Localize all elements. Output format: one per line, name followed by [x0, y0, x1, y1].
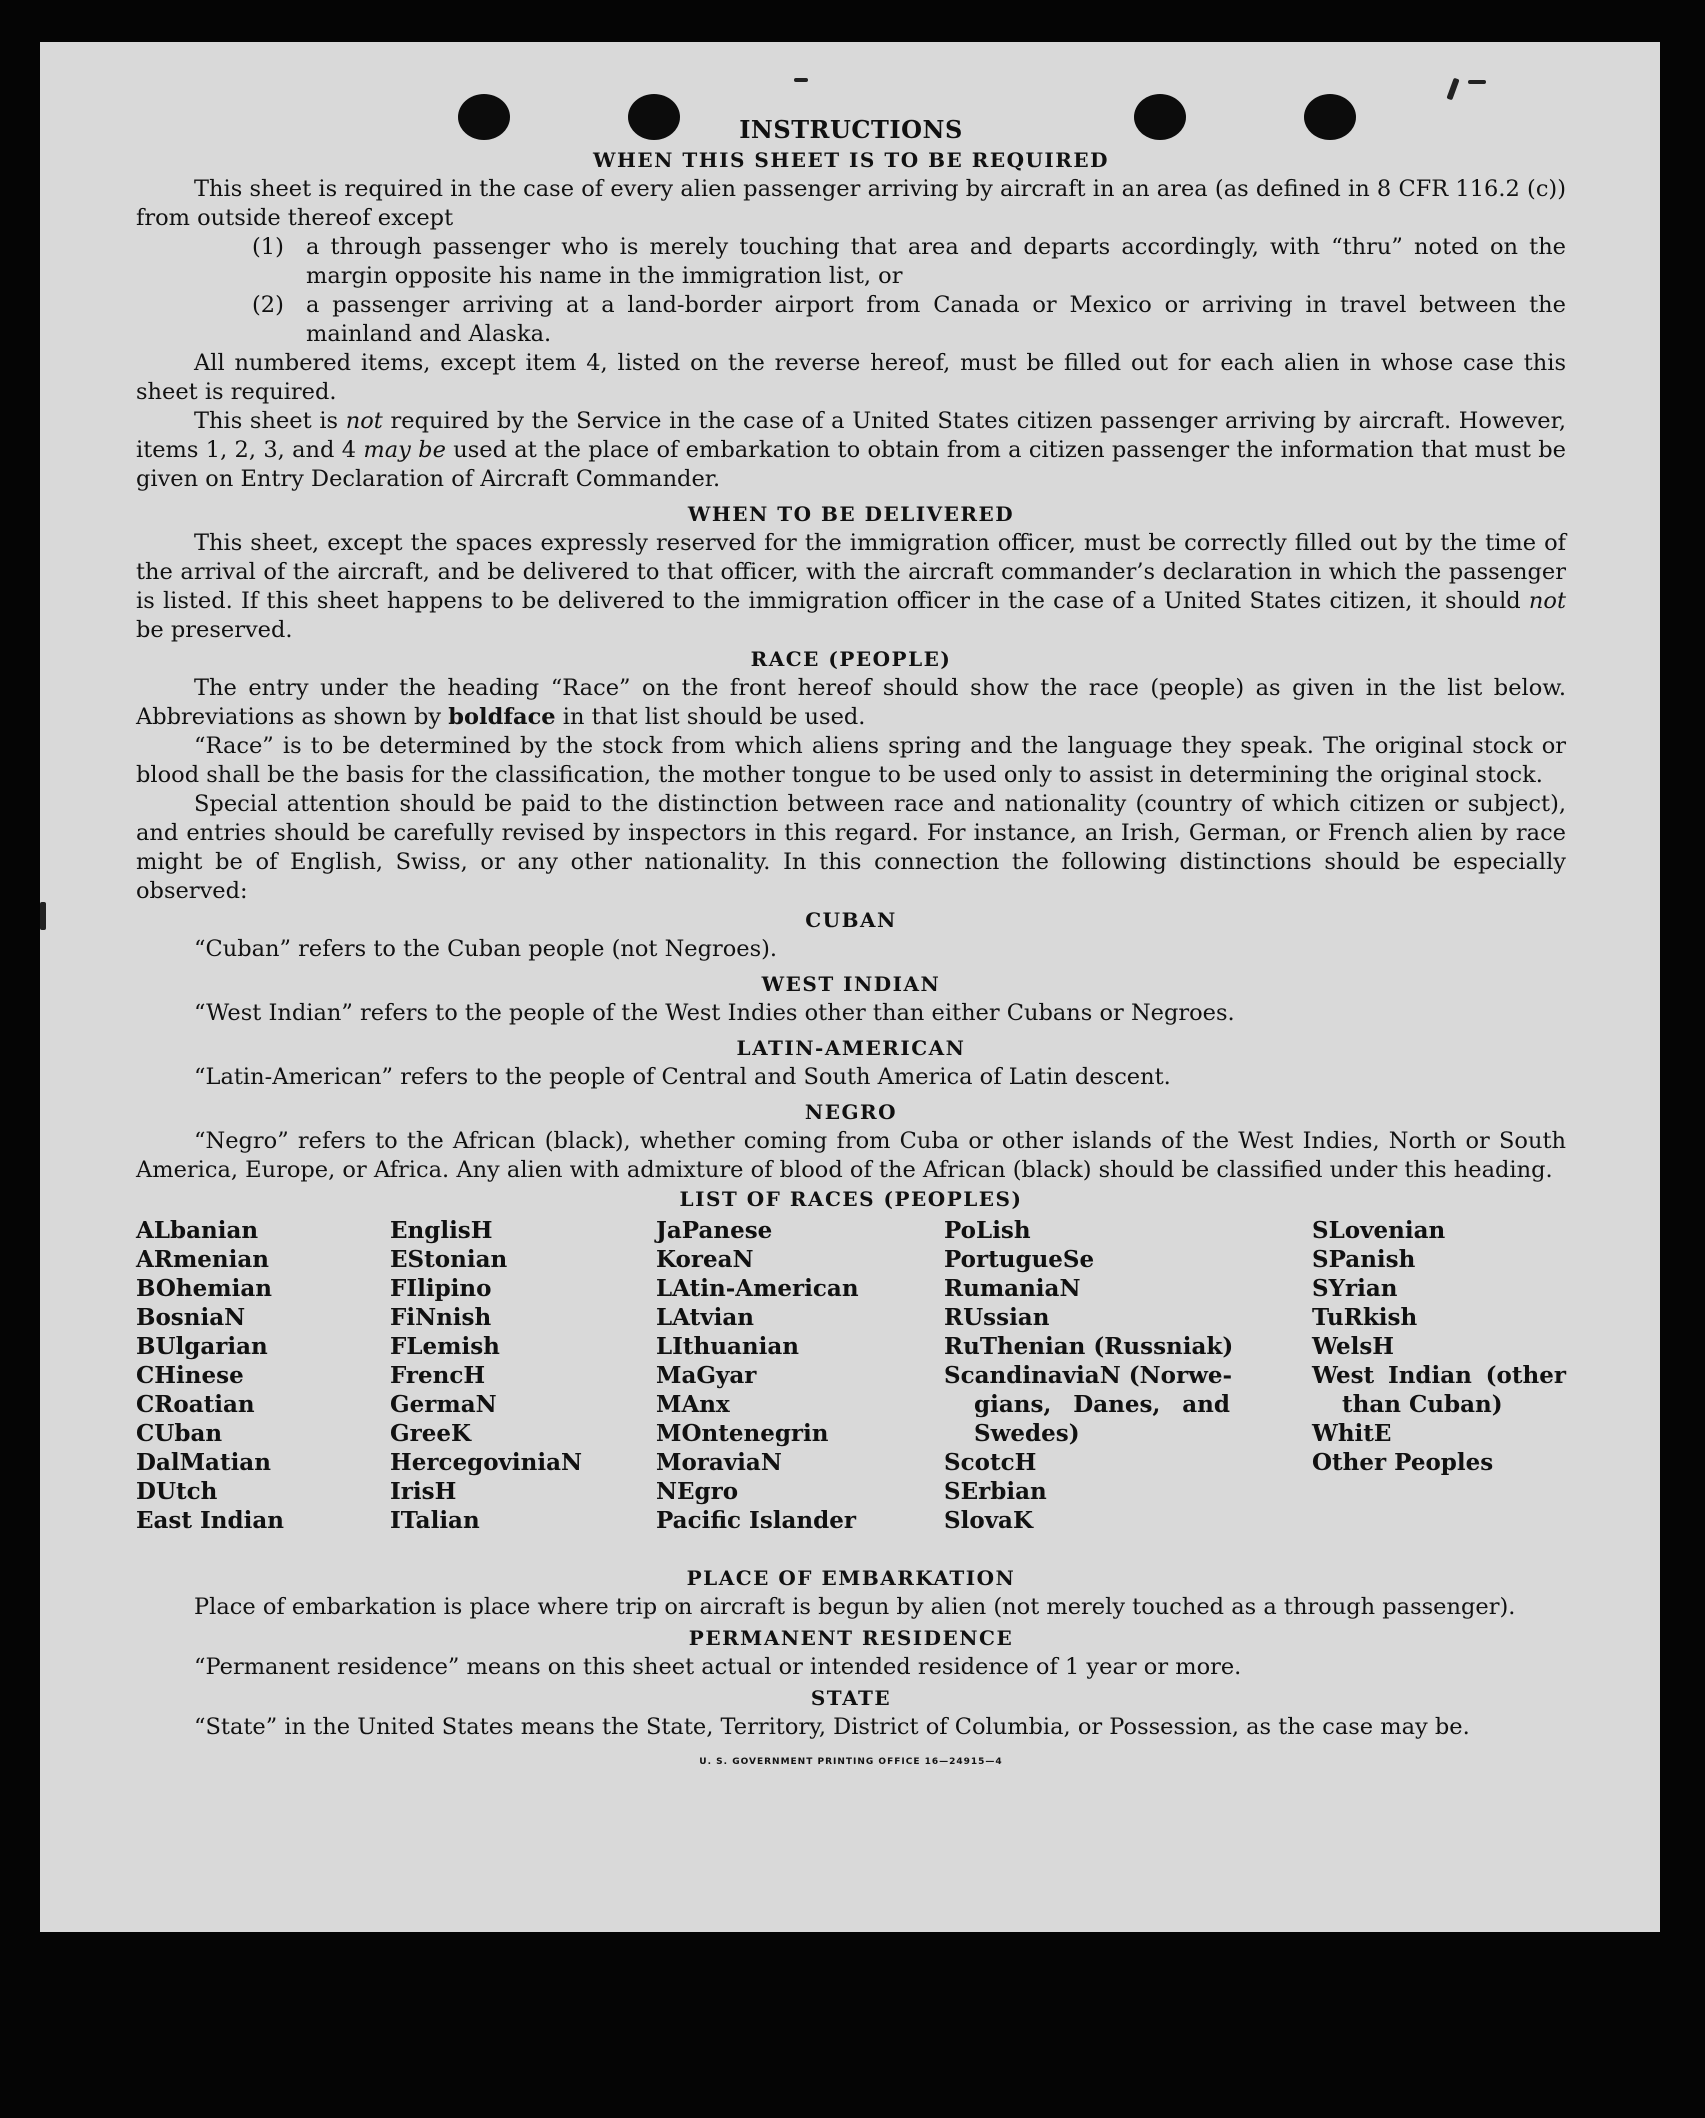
- text-run: required by the Service in the case of a United States citizen passenger arriving by aircraft. However, items 1, 2, 3, and 4: [136, 408, 1566, 463]
- race-entry: gians,: [974, 1391, 1052, 1418]
- races-continuation: [944, 1390, 1230, 1419]
- race-entry: and: [1182, 1391, 1230, 1418]
- paragraph: “Negro” refers to the African (black), whether coming from Cuba or other islands of the West Indies, North or South America, Europe, or Africa. Any alien with admixture of blood of the African (black) should be classified under this heading.: [136, 1128, 1566, 1183]
- text-run: in that list should be used.: [555, 704, 866, 730]
- races-column-3: [656, 1216, 859, 1535]
- race-entry: MaGyar: [656, 1362, 757, 1389]
- text-run-italic: not: [345, 408, 383, 434]
- race-entry: DUtch: [136, 1478, 218, 1505]
- section-heading-embarkation: PLACE OF EMBARKATION: [686, 1566, 1016, 1590]
- race-entry: East Indian: [136, 1507, 284, 1534]
- race-entry: CUban: [136, 1420, 223, 1447]
- race-entry: BOhemian: [136, 1275, 272, 1302]
- races-column-2: [390, 1216, 582, 1535]
- printer-imprint: U. S. GOVERNMENT PRINTING OFFICE 16—24915—4: [699, 1757, 1003, 1767]
- paragraph: [136, 407, 1566, 494]
- race-entry: FIlipino: [390, 1275, 492, 1302]
- race-entry: MoraviaN: [656, 1449, 782, 1476]
- race-entry: Swedes): [974, 1420, 1080, 1447]
- paragraph: This sheet is required in the case of every alien passenger arriving by aircraft in an area (as defined in 8 CFR 116.2 (c)) from outside thereof except: [136, 176, 1566, 231]
- paragraph: “Cuban” refers to the Cuban people (not Negroes).: [194, 936, 778, 962]
- race-entry: GermaN: [390, 1391, 497, 1418]
- race-entry: BUlgarian: [136, 1333, 268, 1360]
- ink-speck: [1446, 78, 1459, 101]
- race-entry: PortugueSe: [944, 1246, 1095, 1273]
- list-item: [136, 291, 1566, 349]
- races-column-1: [136, 1216, 284, 1535]
- paragraph: “Permanent residence” means on this sheet actual or intended residence of 1 year or more.: [194, 1654, 1242, 1680]
- ink-speck: [794, 78, 808, 82]
- ink-speck: [1468, 80, 1486, 84]
- page-title: INSTRUCTIONS: [739, 115, 963, 144]
- paragraph: Place of embarkation is place where trip on aircraft is begun by alien (not merely touched as a through passenger).: [194, 1594, 1516, 1620]
- paragraph: All numbered items, except item 4, listed on the reverse hereof, must be filled out for each alien in whose case this sheet is required.: [136, 350, 1566, 405]
- race-entry: (other: [1485, 1362, 1566, 1389]
- race-entry: JaPanese: [656, 1217, 773, 1244]
- section-heading-negro: NEGRO: [804, 1100, 898, 1124]
- races-group: [944, 1448, 1230, 1535]
- item-number: (1): [252, 234, 284, 260]
- race-entry: Danes,: [1073, 1391, 1161, 1418]
- text-run: used at the place of embarkation to obtain from a citizen passenger the information that must be given on Entry Declaration of Aircraft Commander.: [136, 437, 1566, 492]
- paragraph: [136, 674, 1566, 732]
- race-entry: SErbian: [944, 1478, 1047, 1505]
- ink-speck: [40, 902, 46, 930]
- race-entry: ALbanian: [136, 1217, 259, 1244]
- race-entry: GreeK: [390, 1420, 472, 1447]
- races-group: [1312, 1216, 1566, 1361]
- races-continuation: [944, 1419, 1230, 1448]
- race-entry: TuRkish: [1312, 1304, 1418, 1331]
- race-entry: MOntenegrin: [656, 1420, 829, 1447]
- races-list: [136, 1216, 1566, 1564]
- races-column-5: [1312, 1216, 1566, 1477]
- race-entry: MAnx: [656, 1391, 730, 1418]
- race-entry: SlovaK: [944, 1507, 1033, 1534]
- race-entry: HercegoviniaN: [390, 1449, 583, 1476]
- race-entry: EStonian: [390, 1246, 508, 1273]
- race-entry: LAtvian: [656, 1304, 754, 1331]
- races-group: [1312, 1419, 1566, 1477]
- text-run-bold: boldface: [448, 704, 556, 730]
- race-entry: Pacific Islander: [656, 1507, 856, 1534]
- text-run-italic: may be: [363, 437, 446, 463]
- section-heading-cuban: CUBAN: [805, 908, 897, 932]
- race-entry: FLemish: [390, 1333, 500, 1360]
- races-column-4: [944, 1216, 1234, 1535]
- race-entry: KoreaN: [656, 1246, 754, 1273]
- item-text: a passenger arriving at a land-border airport from Canada or Mexico or arriving in travel between the mainland and Alaska.: [306, 292, 1566, 347]
- section-heading-state: STATE: [810, 1686, 892, 1710]
- race-entry: ScotcH: [944, 1449, 1037, 1476]
- instructions-content: [136, 114, 1566, 1777]
- item-text: a through passenger who is merely touching that area and departs accordingly, with “thru” noted on the margin opposite his name in the immigration list, or: [306, 234, 1566, 289]
- race-entry: NEgro: [656, 1478, 739, 1505]
- text-run-italic: not: [1528, 588, 1566, 614]
- race-entry: ITalian: [390, 1507, 480, 1534]
- race-entry: LAtin-American: [656, 1275, 859, 1302]
- text-run: be preserved.: [136, 617, 293, 643]
- text-run: The entry under the heading “Race” on the front hereof should show the race (people) as given in the list below. Abbreviations as shown by: [136, 675, 1566, 730]
- section-heading-required: WHEN THIS SHEET IS TO BE REQUIRED: [593, 148, 1109, 172]
- race-entry: SLovenian: [1312, 1217, 1446, 1244]
- race-entry: SYrian: [1312, 1275, 1398, 1302]
- race-entry: IrisH: [390, 1478, 457, 1505]
- text-run: This sheet, except the spaces expressly reserved for the immigration officer, must be correctly filled out by the time of the arrival of the aircraft, and be delivered to that officer, with the aircraft commander’s declaration in which the passenger is listed. If this sheet happens to be delivered to the immigration officer in the case of a United States citizen, it should: [136, 530, 1566, 614]
- paragraph: Special attention should be paid to the distinction between race and nationality (country of which citizen or subject), and entries should be carefully revised by inspectors in this regard. For instance, an Irish, German, or French alien by race might be of English, Swiss, or any other nationality. In this connection the following distinctions should be especially observed:: [136, 791, 1566, 904]
- race-entry: WelsH: [1312, 1333, 1395, 1360]
- races-continuation: [1312, 1361, 1566, 1390]
- item-number: (2): [252, 292, 284, 318]
- race-entry: West: [1312, 1362, 1375, 1389]
- race-entry: CHinese: [136, 1362, 244, 1389]
- paragraph: “Latin-American” refers to the people of Central and South America of Latin descent.: [194, 1064, 1171, 1090]
- section-heading-latin-american: LATIN-AMERICAN: [736, 1036, 966, 1060]
- race-entry: CRoatian: [136, 1391, 255, 1418]
- paragraph: “West Indian” refers to the people of the West Indies other than either Cubans or Negroes.: [194, 1000, 1235, 1026]
- paragraph: [136, 529, 1566, 645]
- race-entry: DalMatian: [136, 1449, 271, 1476]
- race-entry: than Cuban): [1342, 1391, 1503, 1418]
- race-entry: FiNnish: [390, 1304, 492, 1331]
- race-entry: PoLish: [944, 1217, 1031, 1244]
- race-entry: ScandinaviaN (Norwe-: [944, 1362, 1233, 1389]
- text-run: This sheet is: [194, 408, 346, 434]
- races-continuation: [1312, 1390, 1566, 1419]
- section-heading-race: RACE (PEOPLE): [750, 647, 952, 671]
- race-entry: ARmenian: [136, 1246, 270, 1273]
- race-entry: FrencH: [390, 1362, 486, 1389]
- race-entry: RuThenian (Russniak): [944, 1333, 1234, 1360]
- race-entry: SPanish: [1312, 1246, 1416, 1273]
- list-item: [136, 233, 1566, 291]
- race-entry: Other Peoples: [1312, 1449, 1494, 1476]
- section-heading-residence: PERMANENT RESIDENCE: [688, 1626, 1014, 1650]
- paragraph: “Race” is to be determined by the stock from which aliens spring and the language they speak. The original stock or blood shall be the basis for the classification, the mother tongue to be used only to assist in determining the original stock.: [136, 733, 1566, 788]
- race-entry: Indian: [1387, 1362, 1472, 1389]
- document-sheet: [40, 42, 1660, 1932]
- race-entry: WhitE: [1312, 1420, 1392, 1447]
- paragraph: “State” in the United States means the State, Territory, District of Columbia, or Possession, as the case may be.: [194, 1714, 1470, 1740]
- section-heading-delivered: WHEN TO BE DELIVERED: [687, 502, 1015, 526]
- race-entry: EnglisH: [390, 1217, 493, 1244]
- race-entry: RumaniaN: [944, 1275, 1081, 1302]
- race-entry: RUssian: [944, 1304, 1050, 1331]
- section-heading-races: LIST OF RACES (PEOPLES): [679, 1187, 1023, 1211]
- race-entry: LIthuanian: [656, 1333, 799, 1360]
- section-heading-west-indian: WEST INDIAN: [761, 972, 941, 996]
- races-group: [944, 1216, 1234, 1390]
- race-entry: BosniaN: [136, 1304, 246, 1331]
